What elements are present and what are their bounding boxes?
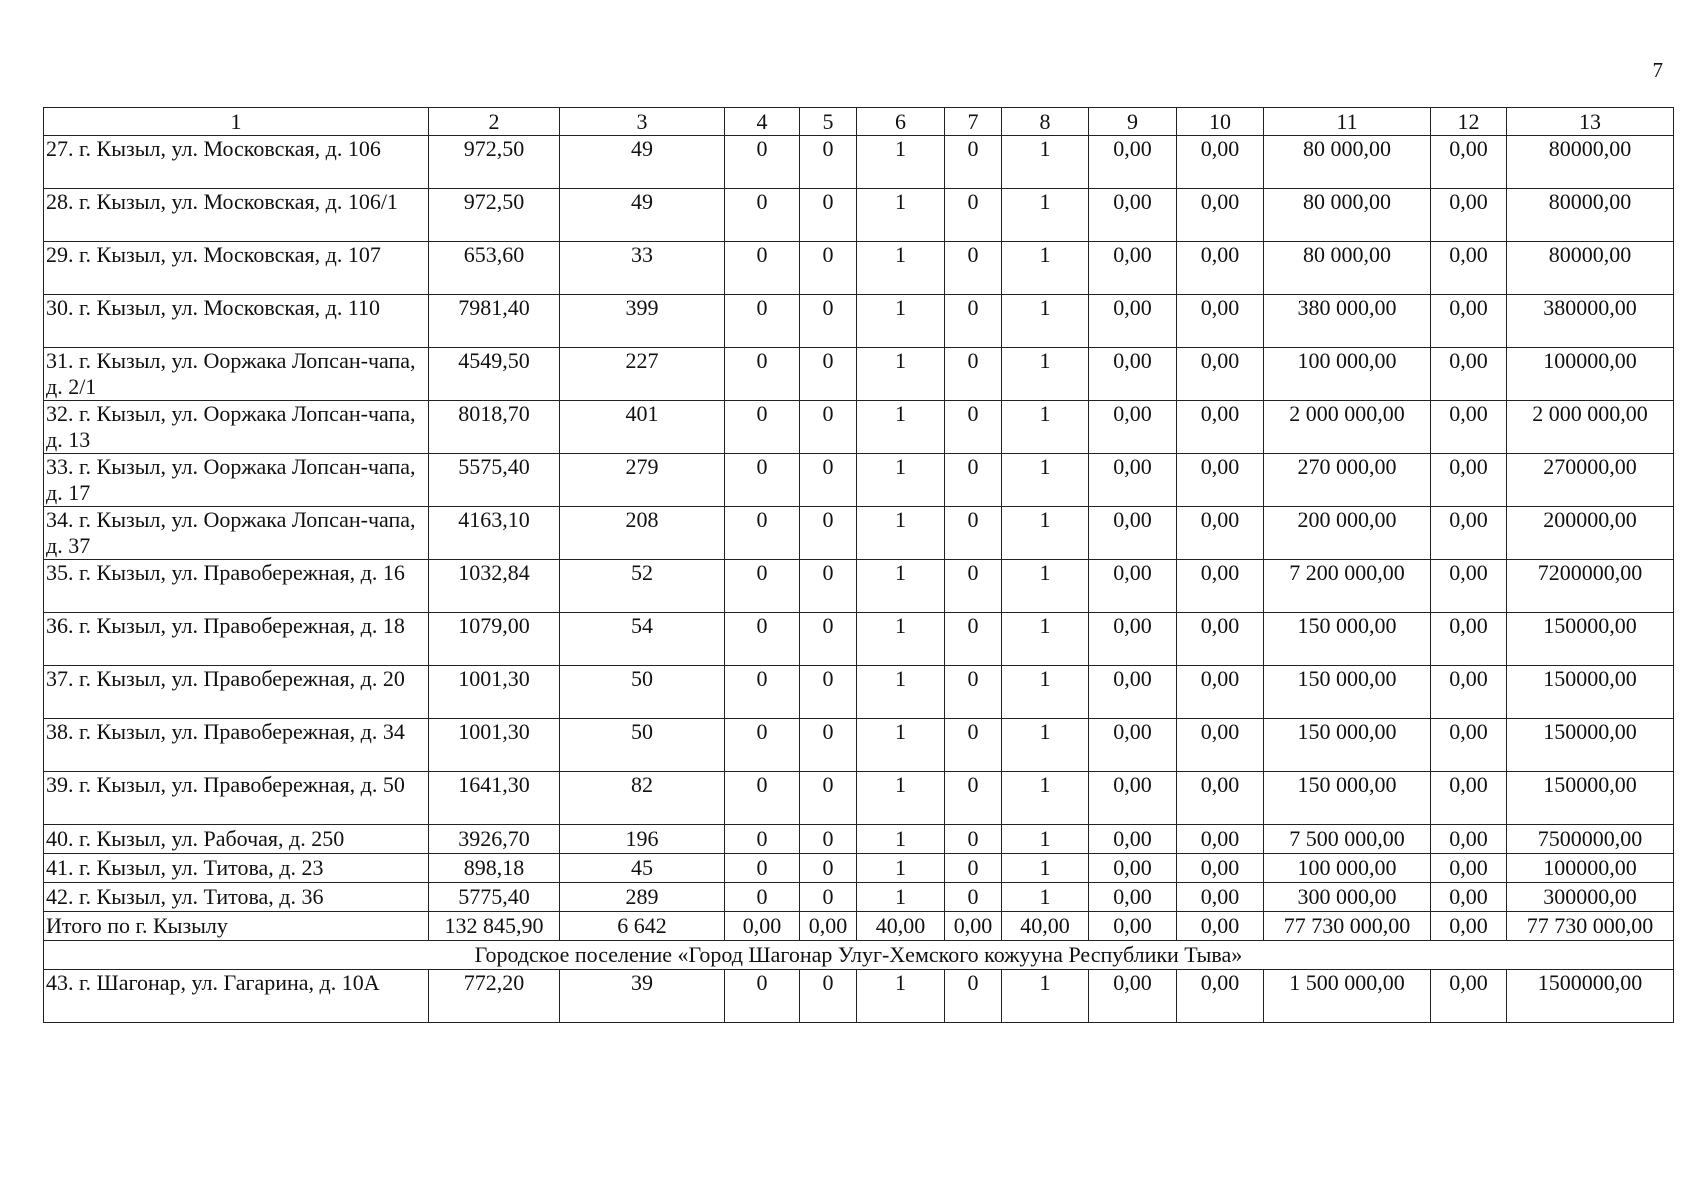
value-cell: 8 — [1002, 108, 1089, 136]
value-cell: 80000,00 — [1507, 189, 1674, 242]
table-row — [44, 454, 1674, 507]
value-cell: 0 — [945, 970, 1002, 1023]
value-cell: 0 — [800, 507, 857, 560]
value-cell: 0 — [945, 507, 1002, 560]
value-cell: 1 — [1002, 883, 1089, 912]
value-cell: 0 — [725, 883, 800, 912]
value-cell: 0 — [945, 348, 1002, 401]
value-cell: 1 — [857, 854, 945, 883]
value-cell: 0,00 — [1177, 348, 1264, 401]
value-cell: 0 — [800, 401, 857, 454]
value-cell: 0,00 — [1089, 613, 1177, 666]
value-cell: 0,00 — [1089, 854, 1177, 883]
value-cell: 5775,40 — [429, 883, 560, 912]
table-row — [44, 854, 1674, 883]
value-cell: 77 730 000,00 — [1264, 912, 1431, 941]
value-cell: 0,00 — [1089, 507, 1177, 560]
value-cell: 380 000,00 — [1264, 295, 1431, 348]
value-cell: 0 — [725, 825, 800, 854]
value-cell: 7981,40 — [429, 295, 560, 348]
value-cell: 0,00 — [1177, 883, 1264, 912]
value-cell: 150000,00 — [1507, 666, 1674, 719]
value-cell: 13 — [1507, 108, 1674, 136]
value-cell: 0,00 — [1089, 348, 1177, 401]
value-cell: 0,00 — [1177, 854, 1264, 883]
value-cell: 150 000,00 — [1264, 666, 1431, 719]
value-cell: 1 — [857, 295, 945, 348]
value-cell: 150 000,00 — [1264, 772, 1431, 825]
value-cell: 0 — [945, 401, 1002, 454]
value-cell: 150000,00 — [1507, 613, 1674, 666]
value-cell: 1 — [857, 348, 945, 401]
value-cell: 100000,00 — [1507, 854, 1674, 883]
value-cell: 380000,00 — [1507, 295, 1674, 348]
value-cell: 0,00 — [725, 912, 800, 941]
value-cell: 399 — [560, 295, 725, 348]
value-cell: 8018,70 — [429, 401, 560, 454]
value-cell: 0 — [725, 560, 800, 613]
value-cell: 1 — [1002, 613, 1089, 666]
value-cell: 772,20 — [429, 970, 560, 1023]
value-cell: 0 — [800, 854, 857, 883]
address-cell: 39. г. Кызыл, ул. Правобережная, д. 50 — [44, 772, 429, 825]
value-cell: 50 — [560, 719, 725, 772]
value-cell: 9 — [1089, 108, 1177, 136]
value-cell: 1 — [857, 970, 945, 1023]
value-cell: 1 — [1002, 719, 1089, 772]
value-cell: 3926,70 — [429, 825, 560, 854]
value-cell: 0 — [800, 242, 857, 295]
value-cell: 0 — [725, 454, 800, 507]
value-cell: 0 — [725, 719, 800, 772]
value-cell: 0,00 — [1089, 295, 1177, 348]
value-cell: 0 — [800, 719, 857, 772]
value-cell: 1079,00 — [429, 613, 560, 666]
value-cell: 4549,50 — [429, 348, 560, 401]
address-cell: 28. г. Кызыл, ул. Московская, д. 106/1 — [44, 189, 429, 242]
value-cell: 80 000,00 — [1264, 136, 1431, 189]
value-cell: 1 — [857, 772, 945, 825]
address-cell: 40. г. Кызыл, ул. Рабочая, д. 250 — [44, 825, 429, 854]
table-row — [44, 825, 1674, 854]
value-cell: 0 — [800, 772, 857, 825]
value-cell: 0 — [725, 401, 800, 454]
value-cell: 0,00 — [1431, 970, 1507, 1023]
value-cell: 0,00 — [1177, 719, 1264, 772]
address-cell: 38. г. Кызыл, ул. Правобережная, д. 34 — [44, 719, 429, 772]
value-cell: 39 — [560, 970, 725, 1023]
address-cell: 32. г. Кызыл, ул. Ооржака Лопсан-чапа, д. 13 — [44, 401, 429, 454]
value-cell: 0 — [725, 136, 800, 189]
value-cell: 1 — [1002, 560, 1089, 613]
value-cell: 0 — [725, 666, 800, 719]
value-cell: 0,00 — [1089, 189, 1177, 242]
value-cell: 208 — [560, 507, 725, 560]
value-cell: 1 — [1002, 189, 1089, 242]
table-row — [44, 136, 1674, 189]
value-cell: 2 000 000,00 — [1507, 401, 1674, 454]
value-cell: 40,00 — [1002, 912, 1089, 941]
value-cell: 0,00 — [1089, 970, 1177, 1023]
value-cell: 0,00 — [1177, 613, 1264, 666]
value-cell: 0,00 — [1177, 825, 1264, 854]
value-cell: 0,00 — [1089, 560, 1177, 613]
value-cell: 3 — [560, 108, 725, 136]
table-row — [44, 560, 1674, 613]
value-cell: 0 — [725, 613, 800, 666]
value-cell: 300000,00 — [1507, 883, 1674, 912]
value-cell: 0,00 — [1177, 666, 1264, 719]
value-cell: 0,00 — [1431, 348, 1507, 401]
value-cell: 1 — [857, 507, 945, 560]
value-cell: 0 — [725, 295, 800, 348]
address-cell: 33. г. Кызыл, ул. Ооржака Лопсан-чапа, д. 17 — [44, 454, 429, 507]
value-cell: 45 — [560, 854, 725, 883]
value-cell: 0 — [800, 825, 857, 854]
value-cell: 80 000,00 — [1264, 189, 1431, 242]
value-cell: 2 000 000,00 — [1264, 401, 1431, 454]
value-cell: 1 — [1002, 242, 1089, 295]
value-cell: 7200000,00 — [1507, 560, 1674, 613]
value-cell: 50 — [560, 666, 725, 719]
value-cell: 80 000,00 — [1264, 242, 1431, 295]
value-cell: 0,00 — [1177, 401, 1264, 454]
table-row — [44, 348, 1674, 401]
value-cell: 5575,40 — [429, 454, 560, 507]
column-number-row — [44, 108, 1674, 136]
value-cell: 0,00 — [1177, 189, 1264, 242]
value-cell: 227 — [560, 348, 725, 401]
value-cell: 5 — [800, 108, 857, 136]
total-row — [44, 912, 1674, 941]
value-cell: 0 — [945, 883, 1002, 912]
value-cell: 49 — [560, 136, 725, 189]
value-cell: 1 — [857, 560, 945, 613]
value-cell: 4 — [725, 108, 800, 136]
value-cell: 401 — [560, 401, 725, 454]
value-cell: 200 000,00 — [1264, 507, 1431, 560]
table-row — [44, 772, 1674, 825]
value-cell: 0 — [945, 136, 1002, 189]
value-cell: 0 — [800, 189, 857, 242]
value-cell: 0,00 — [1431, 242, 1507, 295]
value-cell: 10 — [1177, 108, 1264, 136]
value-cell: 270 000,00 — [1264, 454, 1431, 507]
value-cell: 0 — [725, 772, 800, 825]
value-cell: 40,00 — [857, 912, 945, 941]
value-cell: 972,50 — [429, 189, 560, 242]
value-cell: 100000,00 — [1507, 348, 1674, 401]
value-cell: 0,00 — [1431, 613, 1507, 666]
repair-program-table — [43, 107, 1674, 1023]
value-cell: 77 730 000,00 — [1507, 912, 1674, 941]
value-cell: 0 — [800, 970, 857, 1023]
value-cell: 0 — [800, 613, 857, 666]
value-cell: 0,00 — [800, 912, 857, 941]
value-cell: 1 — [857, 136, 945, 189]
value-cell: 100 000,00 — [1264, 854, 1431, 883]
value-cell: 80000,00 — [1507, 136, 1674, 189]
value-cell: 0,00 — [1177, 242, 1264, 295]
value-cell: 0 — [945, 454, 1002, 507]
value-cell: 0,00 — [1431, 854, 1507, 883]
value-cell: 1032,84 — [429, 560, 560, 613]
address-cell: 43. г. Шагонар, ул. Гагарина, д. 10А — [44, 970, 429, 1023]
value-cell: 1500000,00 — [1507, 970, 1674, 1023]
value-cell: 0,00 — [1431, 912, 1507, 941]
value-cell: 0,00 — [1089, 454, 1177, 507]
address-cell: 30. г. Кызыл, ул. Московская, д. 110 — [44, 295, 429, 348]
value-cell: 1 — [857, 454, 945, 507]
value-cell: 12 — [1431, 108, 1507, 136]
table-row — [44, 507, 1674, 560]
value-cell: 7 — [945, 108, 1002, 136]
value-cell: 300 000,00 — [1264, 883, 1431, 912]
value-cell: 0,00 — [1431, 825, 1507, 854]
value-cell: 289 — [560, 883, 725, 912]
value-cell: 7 200 000,00 — [1264, 560, 1431, 613]
value-cell: 0,00 — [1177, 912, 1264, 941]
table-row — [44, 613, 1674, 666]
value-cell: 1 — [1002, 295, 1089, 348]
value-cell: 200000,00 — [1507, 507, 1674, 560]
value-cell: 0,00 — [1431, 772, 1507, 825]
value-cell: 0,00 — [1089, 666, 1177, 719]
value-cell: 0 — [945, 295, 1002, 348]
value-cell: 0 — [945, 825, 1002, 854]
value-cell: 1 — [1002, 772, 1089, 825]
address-cell: 41. г. Кызыл, ул. Титова, д. 23 — [44, 854, 429, 883]
value-cell: 150000,00 — [1507, 772, 1674, 825]
value-cell: 1 — [857, 242, 945, 295]
value-cell: 0,00 — [1089, 719, 1177, 772]
value-cell: 0,00 — [1089, 401, 1177, 454]
value-cell: 0 — [800, 666, 857, 719]
address-cell: 34. г. Кызыл, ул. Ооржака Лопсан-чапа, д. 37 — [44, 507, 429, 560]
value-cell: 1 — [1002, 136, 1089, 189]
value-cell: 0,00 — [1177, 454, 1264, 507]
value-cell: 0,00 — [1431, 507, 1507, 560]
address-cell: 36. г. Кызыл, ул. Правобережная, д. 18 — [44, 613, 429, 666]
table-row — [44, 295, 1674, 348]
value-cell: 0 — [725, 507, 800, 560]
value-cell: 7 500 000,00 — [1264, 825, 1431, 854]
address-cell: 31. г. Кызыл, ул. Ооржака Лопсан-чапа, д. 2/1 — [44, 348, 429, 401]
value-cell: 0,00 — [1431, 454, 1507, 507]
value-cell: 1 — [1002, 348, 1089, 401]
value-cell: 0 — [800, 348, 857, 401]
value-cell: 0 — [800, 295, 857, 348]
value-cell: 0,00 — [1177, 772, 1264, 825]
address-cell: 35. г. Кызыл, ул. Правобережная, д. 16 — [44, 560, 429, 613]
value-cell: 1 — [857, 401, 945, 454]
value-cell: 0,00 — [1431, 136, 1507, 189]
value-cell: 0 — [945, 613, 1002, 666]
value-cell: 1 — [857, 666, 945, 719]
value-cell: 0,00 — [1089, 772, 1177, 825]
value-cell: 0 — [725, 348, 800, 401]
table-row — [44, 189, 1674, 242]
address-cell: 27. г. Кызыл, ул. Московская, д. 106 — [44, 136, 429, 189]
value-cell: 0,00 — [1177, 136, 1264, 189]
value-cell: 49 — [560, 189, 725, 242]
value-cell: 270000,00 — [1507, 454, 1674, 507]
value-cell: 898,18 — [429, 854, 560, 883]
page-number: 7 — [1652, 58, 1663, 82]
value-cell: 0,00 — [1431, 666, 1507, 719]
value-cell: 1 — [857, 189, 945, 242]
value-cell: 972,50 — [429, 136, 560, 189]
table-row — [44, 401, 1674, 454]
value-cell: 150000,00 — [1507, 719, 1674, 772]
value-cell: 196 — [560, 825, 725, 854]
value-cell: 80000,00 — [1507, 242, 1674, 295]
value-cell: 0,00 — [1177, 560, 1264, 613]
value-cell: 1001,30 — [429, 666, 560, 719]
value-cell: 1 — [857, 719, 945, 772]
section-heading-row — [44, 941, 1674, 970]
value-cell: 0,00 — [1431, 560, 1507, 613]
value-cell: 6 — [857, 108, 945, 136]
value-cell: 1 — [857, 883, 945, 912]
value-cell: 0 — [725, 970, 800, 1023]
value-cell: 653,60 — [429, 242, 560, 295]
value-cell: 1 — [1002, 454, 1089, 507]
address-cell: 42. г. Кызыл, ул. Титова, д. 36 — [44, 883, 429, 912]
value-cell: 1 — [1002, 970, 1089, 1023]
value-cell: 132 845,90 — [429, 912, 560, 941]
value-cell: 0 — [800, 883, 857, 912]
value-cell: 0 — [725, 189, 800, 242]
address-cell: 37. г. Кызыл, ул. Правобережная, д. 20 — [44, 666, 429, 719]
value-cell: 150 000,00 — [1264, 613, 1431, 666]
value-cell: 0,00 — [1089, 825, 1177, 854]
value-cell: 0,00 — [1089, 912, 1177, 941]
value-cell: 0,00 — [1431, 719, 1507, 772]
value-cell: 0,00 — [1177, 295, 1264, 348]
value-cell: 0 — [945, 719, 1002, 772]
value-cell: 0,00 — [1177, 507, 1264, 560]
table-row — [44, 883, 1674, 912]
value-cell: 0,00 — [1089, 136, 1177, 189]
value-cell: 1 500 000,00 — [1264, 970, 1431, 1023]
value-cell: 0 — [945, 242, 1002, 295]
value-cell: 0 — [945, 666, 1002, 719]
value-cell: 0 — [945, 560, 1002, 613]
value-cell: 1 — [44, 108, 429, 136]
value-cell: 0 — [945, 854, 1002, 883]
value-cell: 52 — [560, 560, 725, 613]
section-heading: Городское поселение «Город Шагонар Улуг-Хемского кожууна Республики Тыва» — [44, 941, 1674, 970]
value-cell: 82 — [560, 772, 725, 825]
value-cell: 0 — [800, 560, 857, 613]
table-row — [44, 242, 1674, 295]
value-cell: 0,00 — [945, 912, 1002, 941]
value-cell: 4163,10 — [429, 507, 560, 560]
value-cell: 54 — [560, 613, 725, 666]
value-cell: 0 — [725, 854, 800, 883]
value-cell: 1 — [1002, 401, 1089, 454]
value-cell: 0,00 — [1089, 883, 1177, 912]
value-cell: 0 — [945, 189, 1002, 242]
value-cell: 0,00 — [1431, 189, 1507, 242]
table-row — [44, 970, 1674, 1023]
table-row — [44, 666, 1674, 719]
value-cell: 0 — [800, 136, 857, 189]
address-cell: 29. г. Кызыл, ул. Московская, д. 107 — [44, 242, 429, 295]
value-cell: 0 — [945, 772, 1002, 825]
value-cell: 1 — [1002, 507, 1089, 560]
value-cell: 100 000,00 — [1264, 348, 1431, 401]
value-cell: 0,00 — [1177, 970, 1264, 1023]
value-cell: 0,00 — [1089, 242, 1177, 295]
value-cell: 1 — [1002, 854, 1089, 883]
address-cell: Итого по г. Кызылу — [44, 912, 429, 941]
value-cell: 0,00 — [1431, 883, 1507, 912]
value-cell: 0 — [725, 242, 800, 295]
value-cell: 7500000,00 — [1507, 825, 1674, 854]
value-cell: 150 000,00 — [1264, 719, 1431, 772]
value-cell: 1 — [1002, 825, 1089, 854]
value-cell: 11 — [1264, 108, 1431, 136]
value-cell: 0,00 — [1431, 401, 1507, 454]
value-cell: 1 — [1002, 666, 1089, 719]
value-cell: 0,00 — [1431, 295, 1507, 348]
value-cell: 1001,30 — [429, 719, 560, 772]
value-cell: 1 — [857, 613, 945, 666]
value-cell: 1641,30 — [429, 772, 560, 825]
table-row — [44, 719, 1674, 772]
value-cell: 0 — [800, 454, 857, 507]
table-body — [44, 108, 1674, 1023]
value-cell: 1 — [857, 825, 945, 854]
value-cell: 2 — [429, 108, 560, 136]
value-cell: 6 642 — [560, 912, 725, 941]
value-cell: 33 — [560, 242, 725, 295]
value-cell: 279 — [560, 454, 725, 507]
